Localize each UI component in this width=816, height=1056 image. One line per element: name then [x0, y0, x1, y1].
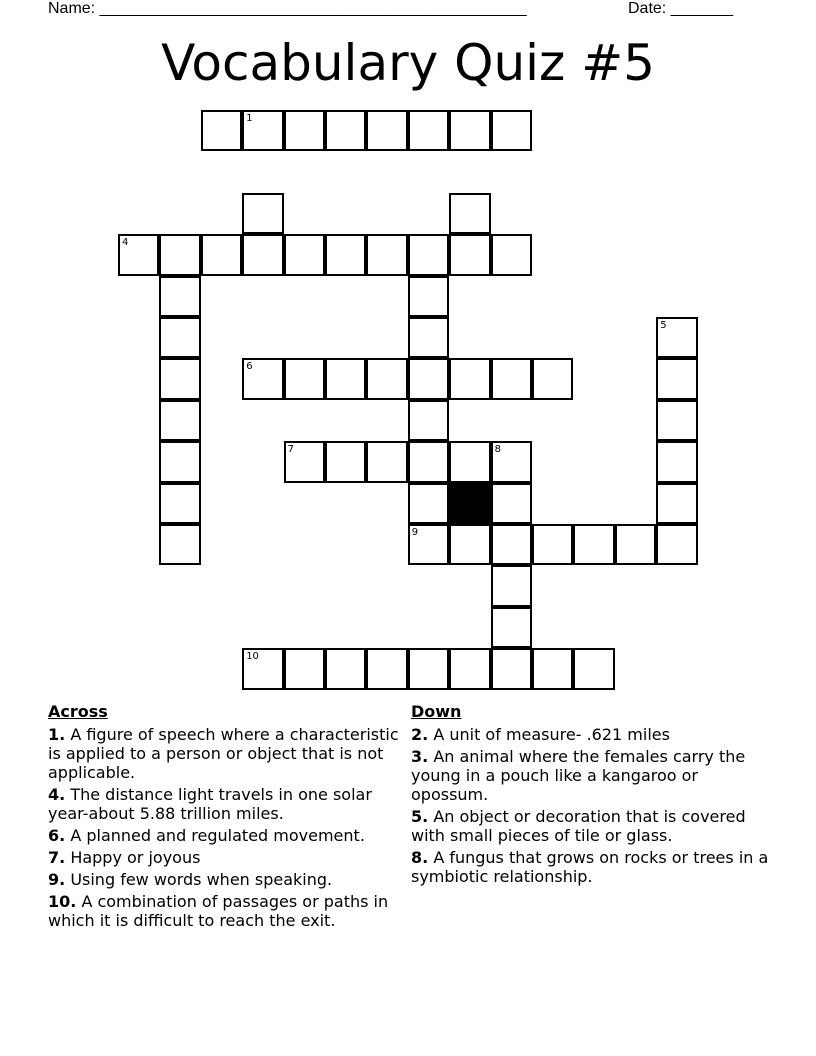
grid-cell[interactable] — [656, 400, 697, 441]
clue-text: A planned and regulated movement. — [70, 826, 365, 845]
grid-cell[interactable] — [532, 524, 573, 565]
down-heading: Down — [411, 702, 462, 721]
grid-cell[interactable] — [408, 358, 449, 399]
grid-cell[interactable] — [366, 110, 407, 151]
grid-cell[interactable] — [408, 400, 449, 441]
clue-text: An object or decoration that is covered with small pieces of tile or glass. — [411, 807, 746, 845]
grid-cell[interactable] — [159, 358, 200, 399]
clue-number: 1 — [246, 113, 253, 124]
grid-cell[interactable] — [284, 234, 325, 275]
grid-cell[interactable] — [242, 110, 283, 151]
clue-number-label: 7. — [48, 848, 66, 867]
clue-text: Using few words when speaking. — [70, 870, 333, 889]
grid-cell[interactable] — [656, 441, 697, 482]
clue-number: 5 — [660, 320, 667, 331]
down-clue — [411, 747, 771, 804]
grid-cell[interactable] — [201, 110, 242, 151]
clue-number-label: 4. — [48, 785, 66, 804]
clue-number-label: 5. — [411, 807, 429, 826]
grid-cell[interactable] — [408, 110, 449, 151]
grid-cell[interactable] — [491, 565, 532, 606]
clue-number-label: 6. — [48, 826, 66, 845]
clue-number: 6 — [246, 361, 253, 373]
across-clue — [48, 892, 400, 930]
grid-cell[interactable] — [573, 648, 614, 689]
grid-cell[interactable] — [615, 524, 656, 565]
down-clue — [411, 848, 771, 886]
grid-cell[interactable] — [159, 317, 200, 358]
grid-cell[interactable] — [242, 234, 283, 275]
grid-cell[interactable] — [449, 193, 490, 234]
across-heading: Across — [48, 702, 108, 721]
grid-cell[interactable] — [656, 317, 697, 358]
across-clue — [48, 870, 400, 889]
down-clues — [411, 702, 771, 889]
grid-cell[interactable] — [449, 648, 490, 689]
blocked-cell — [449, 483, 490, 524]
across-clue — [48, 725, 400, 782]
clue-text: The distance light travels in one solar year-about 5.88 trillion miles. — [48, 785, 372, 823]
date-field-label: Date: _______ — [628, 0, 733, 17]
grid-cell[interactable] — [408, 234, 449, 275]
grid-cell[interactable] — [656, 358, 697, 399]
down-clue — [411, 807, 771, 845]
grid-cell[interactable] — [159, 234, 200, 275]
grid-cell[interactable] — [491, 441, 532, 482]
grid-cell[interactable] — [325, 648, 366, 689]
grid-cell[interactable] — [408, 524, 449, 565]
grid-cell[interactable] — [449, 110, 490, 151]
grid-cell[interactable] — [449, 358, 490, 399]
grid-cell[interactable] — [325, 441, 366, 482]
clue-number-label: 8. — [411, 848, 429, 867]
grid-cell[interactable] — [449, 441, 490, 482]
across-clue — [48, 848, 400, 867]
grid-cell[interactable] — [532, 358, 573, 399]
clue-text: An animal where the females carry the young in a pouch like a kangaroo or opossum. — [411, 747, 746, 804]
grid-cell[interactable] — [159, 276, 200, 317]
clue-text: A unit of measure- .621 miles — [433, 725, 670, 744]
grid-cell[interactable] — [491, 483, 532, 524]
clue-number: 8 — [494, 444, 501, 456]
across-clue — [48, 826, 400, 845]
grid-cell[interactable] — [118, 234, 159, 275]
across-clues — [48, 702, 400, 933]
grid-cell[interactable] — [159, 483, 200, 524]
clue-number-label: 3. — [411, 747, 429, 766]
clue-number-label: 10. — [48, 892, 77, 911]
grid-cell[interactable] — [325, 358, 366, 399]
grid-cell[interactable] — [325, 110, 366, 151]
grid-cell[interactable] — [242, 648, 283, 689]
grid-cell[interactable] — [242, 358, 283, 399]
grid-cell[interactable] — [491, 234, 532, 275]
clue-text: Happy or joyous — [70, 848, 201, 867]
clue-number: 9 — [411, 527, 419, 538]
down-clue — [411, 725, 771, 744]
clue-number: 10 — [246, 651, 259, 663]
grid-cell[interactable] — [284, 110, 325, 151]
grid-cell[interactable] — [449, 234, 490, 275]
page-title: Vocabulary Quiz #5 — [161, 34, 655, 92]
grid-cell[interactable] — [159, 441, 200, 482]
clue-text: A figure of speech where a characteristic is applied to a person or object that is not applicable. — [48, 725, 399, 782]
grid-cell[interactable] — [201, 234, 242, 275]
grid-cell[interactable] — [284, 358, 325, 399]
grid-cell[interactable] — [366, 358, 407, 399]
down-clue-list — [411, 725, 771, 886]
grid-cell[interactable] — [284, 648, 325, 689]
across-clue — [48, 785, 400, 823]
grid-cell[interactable] — [325, 234, 366, 275]
grid-cell[interactable] — [408, 317, 449, 358]
grid-cell[interactable] — [366, 234, 407, 275]
grid-cell[interactable] — [491, 110, 532, 151]
grid-cell[interactable] — [449, 524, 490, 565]
clue-number-label: 1. — [48, 725, 66, 744]
grid-cell[interactable] — [408, 276, 449, 317]
grid-cell[interactable] — [573, 524, 614, 565]
grid-cell[interactable] — [366, 648, 407, 689]
grid-cell[interactable] — [408, 441, 449, 482]
clue-text: A combination of passages or paths in which it is difficult to reach the exit. — [48, 892, 389, 930]
grid-cell[interactable] — [491, 648, 532, 689]
grid-cell[interactable] — [408, 483, 449, 524]
grid-cell[interactable] — [491, 607, 532, 648]
across-clue-list — [48, 725, 400, 930]
clue-number-label: 9. — [48, 870, 66, 889]
grid-cell[interactable] — [491, 524, 532, 565]
clue-number: 4 — [122, 237, 129, 249]
clue-number-label: 2. — [411, 725, 429, 744]
grid-cell[interactable] — [532, 648, 573, 689]
grid-cell[interactable] — [656, 483, 697, 524]
clue-number: 7 — [287, 444, 294, 456]
grid-cell[interactable] — [366, 441, 407, 482]
grid-cell[interactable] — [159, 400, 200, 441]
clue-text: A fungus that grows on rocks or trees in a symbiotic relationship. — [411, 848, 769, 886]
grid-cell[interactable] — [656, 524, 697, 565]
grid-cell[interactable] — [408, 648, 449, 689]
grid-cell[interactable] — [159, 524, 200, 565]
grid-cell[interactable] — [242, 193, 283, 234]
grid-cell[interactable] — [491, 358, 532, 399]
name-field-label: Name: ________________________________________________ — [48, 0, 527, 17]
grid-cell[interactable] — [284, 441, 325, 482]
